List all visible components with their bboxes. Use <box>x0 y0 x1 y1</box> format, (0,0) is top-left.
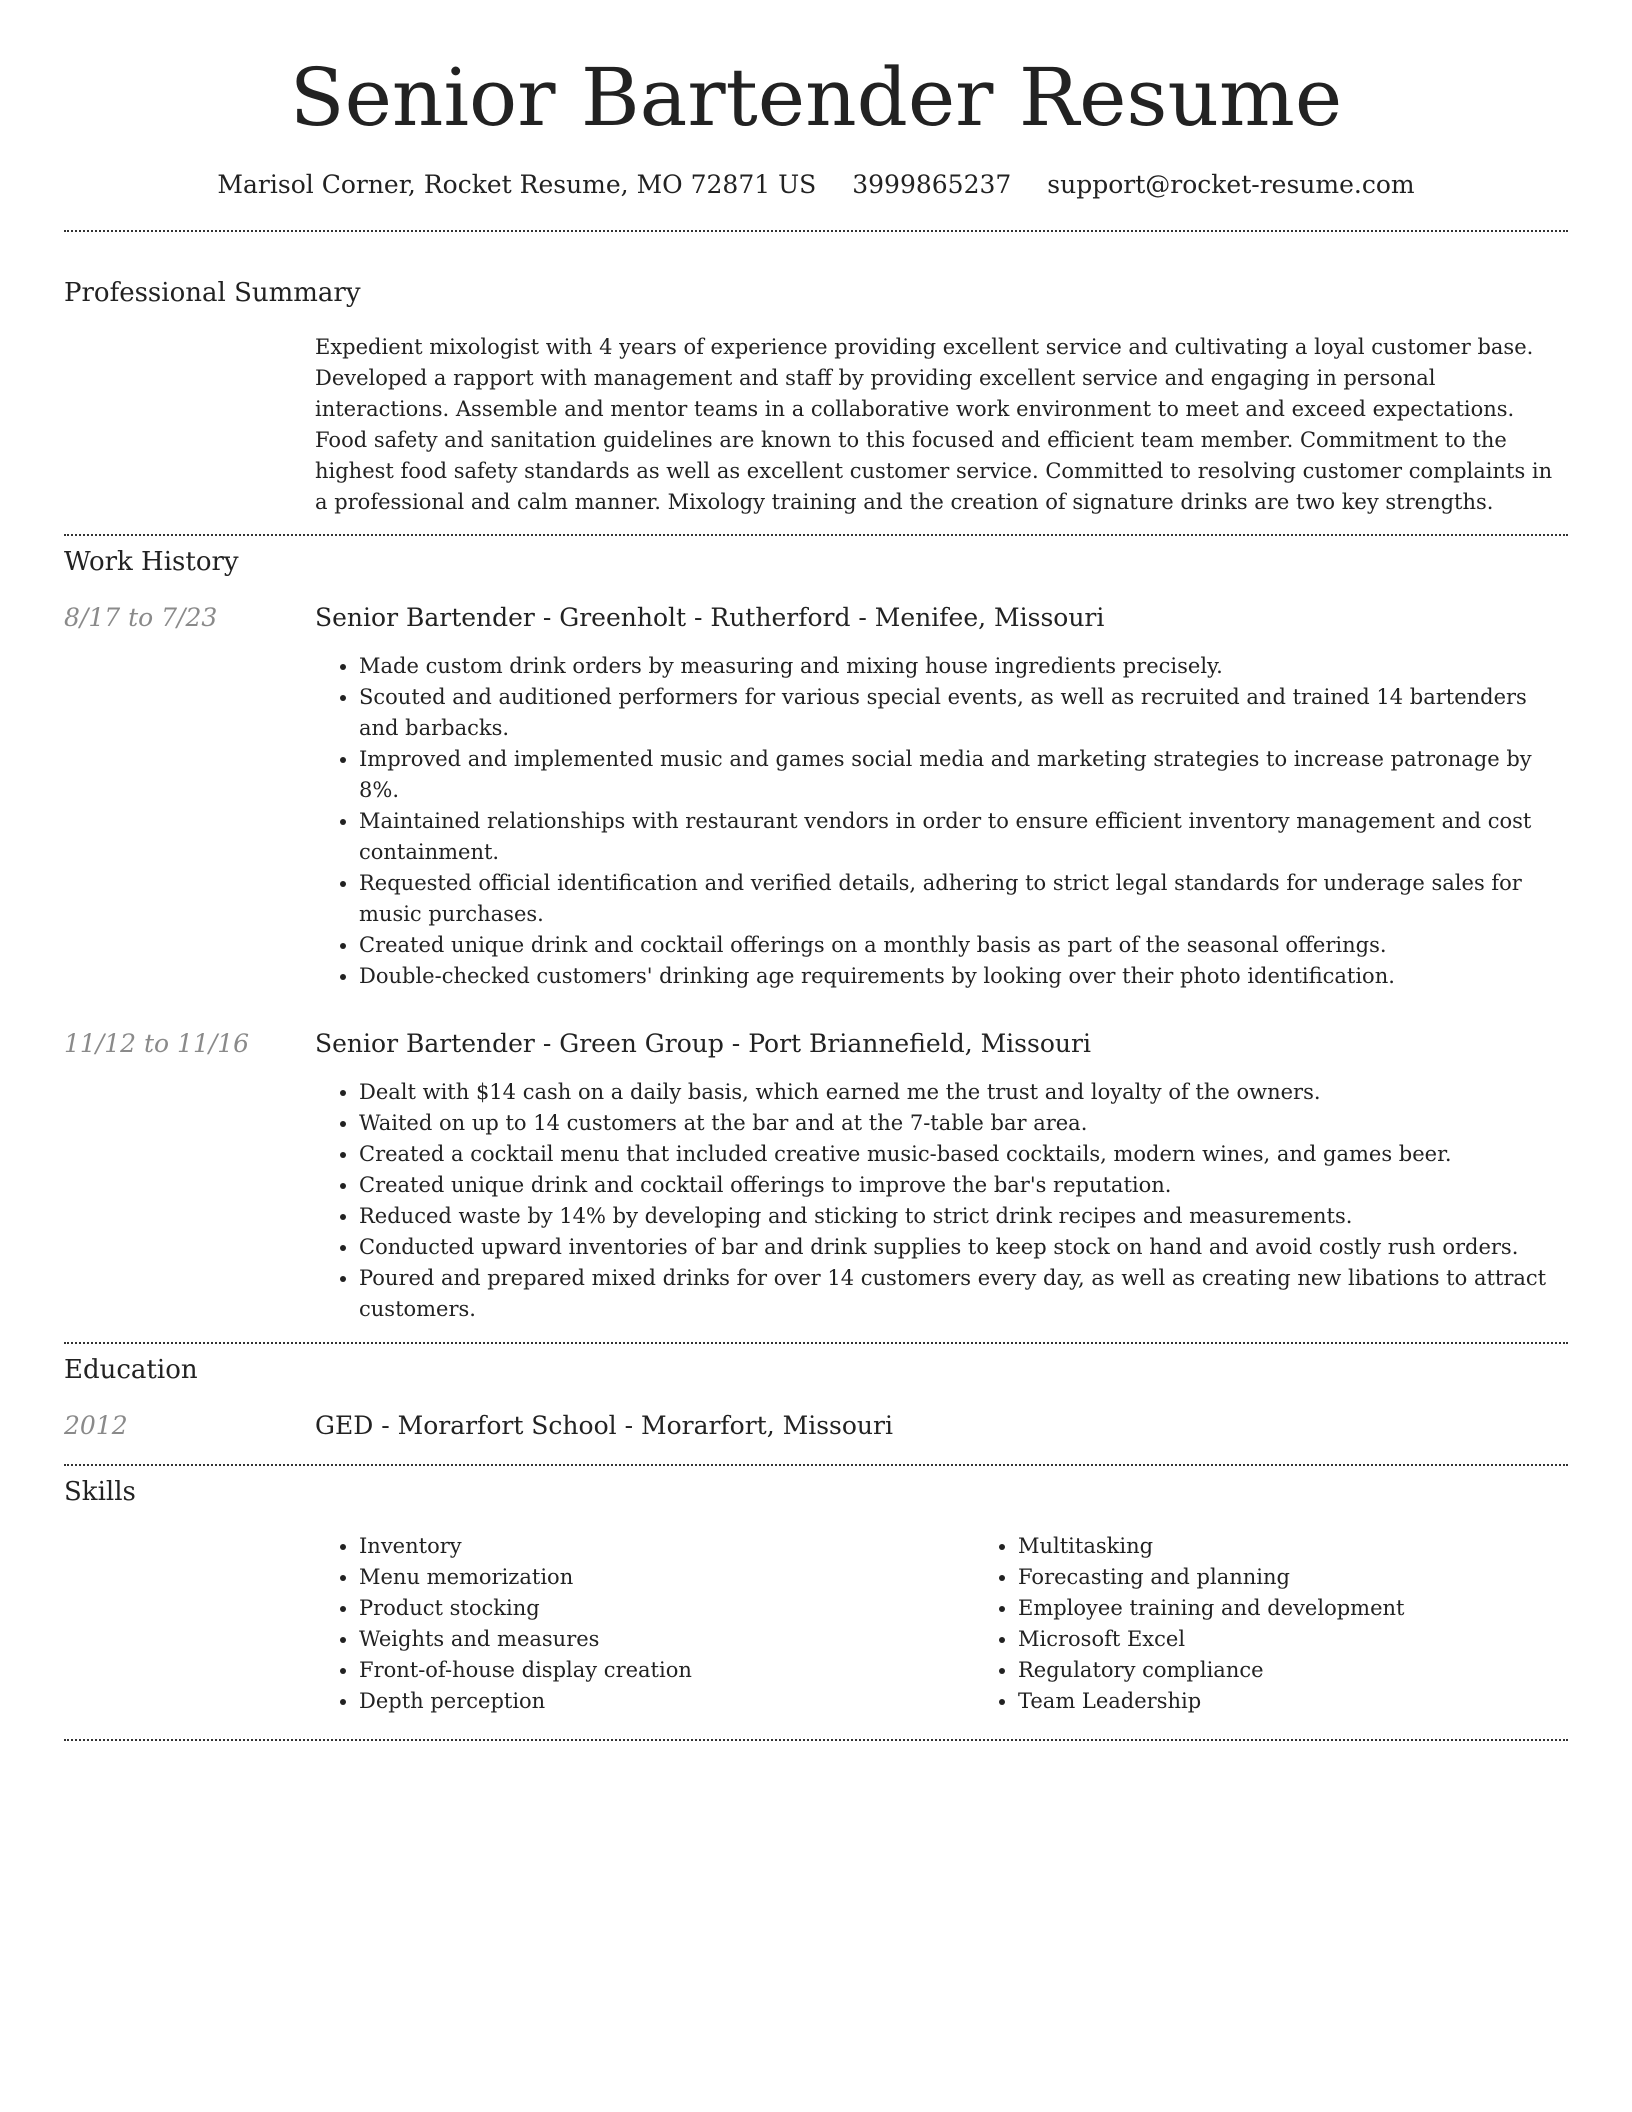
list-item: • Menu memorization <box>359 1562 974 1593</box>
job-title: Senior Bartender - Green Group - Port Briannefield, Missouri <box>315 1029 1091 1058</box>
list-item: • Front-of-house display creation <box>359 1655 974 1686</box>
job-bullets <box>315 651 1568 992</box>
work-history-heading: Work History <box>64 547 239 577</box>
list-item: • Dealt with $14 cash on a daily basis, which earned me the trust and loyalty of the owners. <box>359 1077 1568 1108</box>
education-heading: Education <box>64 1355 198 1385</box>
list-item: • Requested official identification and verified details, adhering to strict legal standards for underage sales for music purchases. <box>359 868 1568 930</box>
list-item: • Conducted upward inventories of bar and drink supplies to keep stock on hand and avoid costly rush orders. <box>359 1232 1568 1263</box>
contact-line <box>64 166 1568 204</box>
list-item: • Maintained relationships with restaurant vendors in order to ensure efficient inventory management and cost containment. <box>359 806 1568 868</box>
skills-grid <box>315 1531 1568 1717</box>
summary-section <box>64 277 1568 518</box>
list-item: • Multitasking <box>1018 1531 1632 1562</box>
job-dates: 8/17 to 7/23 <box>64 603 218 632</box>
list-item: • Microsoft Excel <box>1018 1624 1632 1655</box>
skills-list-left <box>315 1531 974 1717</box>
summary-heading: Professional Summary <box>64 278 361 308</box>
education-title: GED - Morarfort School - Morarfort, Missouri <box>315 1411 893 1440</box>
skills-heading: Skills <box>64 1477 136 1507</box>
skills-list-right <box>974 1531 1632 1717</box>
job-entry <box>64 602 1568 992</box>
section-divider <box>64 1342 1568 1344</box>
skills-section <box>64 1476 1568 1717</box>
list-item: • Depth perception <box>359 1686 974 1717</box>
list-item: • Product stocking <box>359 1593 974 1624</box>
list-item: • Forecasting and planning <box>1018 1562 1632 1593</box>
contact-address: Marisol Corner, Rocket Resume, MO 72871 US <box>217 170 817 199</box>
list-item: • Created unique drink and cocktail offerings to improve the bar's reputation. <box>359 1170 1568 1201</box>
list-item: • Regulatory compliance <box>1018 1655 1632 1686</box>
list-item: • Team Leadership <box>1018 1686 1632 1717</box>
list-item: • Created a cocktail menu that included creative music-based cocktails, modern wines, and games beer. <box>359 1139 1568 1170</box>
list-item: • Employee training and development <box>1018 1593 1632 1624</box>
list-item: • Reduced waste by 14% by developing and sticking to strict drink recipes and measurements. <box>359 1201 1568 1232</box>
education-section <box>64 1354 1568 1442</box>
list-item: • Poured and prepared mixed drinks for over 14 customers every day, as well as creating new libations to attract customers. <box>359 1263 1568 1325</box>
list-item: • Inventory <box>359 1531 974 1562</box>
list-item: • Made custom drink orders by measuring and mixing house ingredients precisely. <box>359 651 1568 682</box>
education-year: 2012 <box>64 1411 128 1440</box>
section-divider <box>64 230 1568 232</box>
section-divider <box>64 534 1568 536</box>
contact-email: support@rocket-resume.com <box>1047 170 1415 199</box>
resume-page <box>64 0 1568 1741</box>
job-title: Senior Bartender - Greenholt - Rutherford - Menifee, Missouri <box>315 603 1105 632</box>
list-item: • Double-checked customers' drinking age requirements by looking over their photo identification. <box>359 961 1568 992</box>
education-entry <box>64 1410 1568 1442</box>
job-entry <box>64 1028 1568 1325</box>
contact-phone: 3999865237 <box>852 170 1012 199</box>
list-item: • Created unique drink and cocktail offerings on a monthly basis as part of the seasonal offerings. <box>359 930 1568 961</box>
list-item: • Improved and implemented music and games social media and marketing strategies to increase patronage by 8%. <box>359 744 1568 806</box>
list-item: • Weights and measures <box>359 1624 974 1655</box>
summary-text: Expedient mixologist with 4 years of experience providing excellent service and cultivating a loyal customer base. Developed a rapport with management and staff by providing excellent service and engaging in personal interactions. Assemble and mentor teams in a collaborative work environment to meet and exceed expectations. Food safety and sanitation guidelines are known to this focused and efficient team member. Commitment to the highest food safety standards as well as excellent customer service. Committed to resolving customer complaints in a professional and calm manner. Mixology training and the creation of signature drinks are two key strengths. <box>315 335 1553 514</box>
work-history-section <box>64 546 1568 1325</box>
section-divider <box>64 1739 1568 1741</box>
list-item: • Scouted and auditioned performers for various special events, as well as recruited and trained 14 bartenders and barbacks. <box>359 682 1568 744</box>
job-bullets <box>315 1077 1568 1325</box>
list-item: • Waited on up to 14 customers at the bar and at the 7-table bar area. <box>359 1108 1568 1139</box>
job-dates: 11/12 to 11/16 <box>64 1029 250 1058</box>
section-divider <box>64 1464 1568 1466</box>
resume-title: Senior Bartender Resume <box>289 51 1343 144</box>
